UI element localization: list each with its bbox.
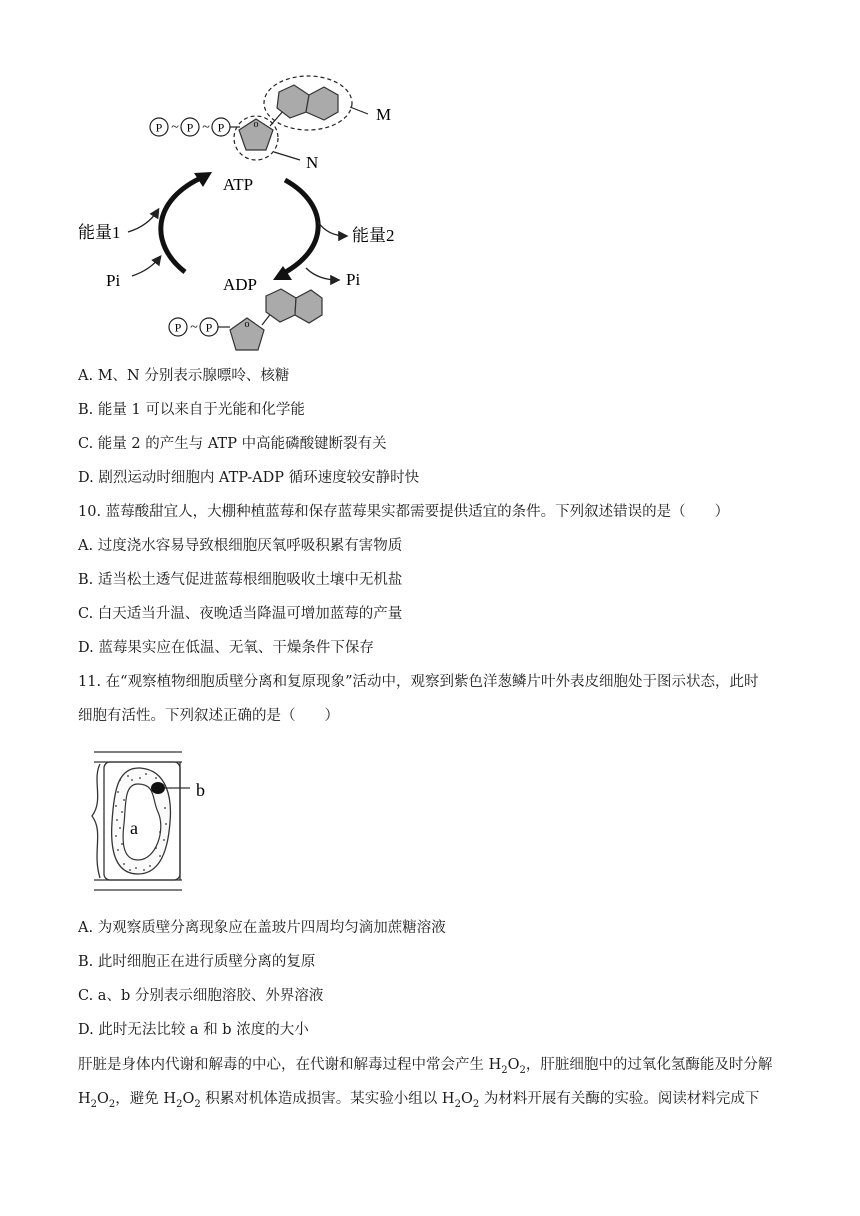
plasmolysis-cell-figure — [70, 740, 310, 900]
adenine-ring-icon — [306, 87, 338, 120]
label-ADP: ADP — [222, 275, 258, 294]
bond-label: ~ — [202, 120, 210, 135]
q10-option-a: A. 过度浇水容易导致根细胞厌氧呼吸积累有害物质 — [78, 538, 403, 554]
passage-text: O — [507, 1057, 520, 1073]
bond-label: ~ — [190, 320, 198, 335]
energy2-arrow — [318, 222, 346, 236]
label-pi-in: Pi — [106, 271, 121, 290]
q11-option-a: A. 为观察质壁分离现象应在盖玻片四周均匀滴加蔗糖溶液 — [78, 920, 446, 936]
subscript: 2 — [108, 1098, 116, 1110]
reading-passage — [78, 1048, 783, 1116]
label-M: M — [376, 105, 392, 124]
phosphate-label: P — [155, 120, 163, 135]
label-pi-out: Pi — [346, 270, 361, 289]
hydrolysis-arrow — [280, 180, 318, 275]
q11-option-c: C. a、b 分别表示细胞溶胶、外界溶液 — [78, 988, 324, 1004]
q9-option-b: B. 能量 1 可以来自于光能和化学能 — [78, 402, 305, 418]
subscript: 2 — [454, 1098, 461, 1110]
q11-option-d: D. 此时无法比较 a 和 b 浓度的大小 — [78, 1022, 309, 1038]
label-b: b — [196, 780, 205, 800]
pi-out-arrow — [306, 268, 338, 280]
phosphate-label: P — [217, 120, 225, 135]
q9-option-c: C. 能量 2 的产生与 ATP 中高能磷酸键断裂有关 — [78, 436, 387, 452]
passage-text: 积累对机体造成损害。某实验小组以 H — [200, 1091, 455, 1107]
q11-stem-line2: 细胞有活性。下列叙述正确的是（ ） — [78, 708, 339, 724]
ribose-oxygen-label: o — [253, 119, 259, 130]
subscript: 2 — [519, 1064, 526, 1076]
passage-text: O — [182, 1091, 195, 1107]
atp-adp-cycle-figure — [0, 0, 860, 360]
subscript: 2 — [176, 1098, 183, 1110]
subscript: 2 — [501, 1064, 508, 1076]
passage-text: ，肝脏细胞中的过氧化氢酶能及时分解 H — [78, 1057, 773, 1107]
subscript: 2 — [194, 1098, 201, 1110]
q11-option-b: B. 此时细胞正在进行质壁分离的复原 — [78, 954, 316, 970]
subscript: 2 — [90, 1098, 98, 1110]
energy1-arrow — [128, 210, 158, 232]
passage-text: ，避免 H — [115, 1091, 177, 1107]
passage-text: 肝脏是身体内代谢和解毒的中心，在代谢和解毒过程中常会产生 H — [78, 1057, 502, 1073]
synthesis-arrow — [161, 176, 205, 272]
phosphate-label: P — [186, 120, 194, 135]
label-energy2: 能量2 — [352, 226, 395, 245]
label-a: a — [130, 818, 138, 838]
adenine-base-icon — [266, 289, 296, 322]
passage-text: O — [460, 1091, 473, 1107]
adenine-ring-icon — [295, 290, 322, 323]
phosphate-label: P — [174, 320, 182, 335]
q9-option-d: D. 剧烈运动时细胞内 ATP-ADP 循环速度较安静时快 — [78, 470, 420, 486]
q11-stem-line1: 11. 在“观察植物细胞质壁分离和复原现象”活动中，观察到紫色洋葱鳞片叶外表皮细胞处于图示状态，此时 — [78, 674, 759, 690]
q10-stem: 10. 蓝莓酸甜宜人，大棚种植蓝莓和保存蓝莓果实都需要提供适宜的条件。下列叙述错误的是（ ） — [78, 504, 730, 520]
label-ATP: ATP — [222, 175, 254, 194]
adp-molecule — [169, 289, 322, 350]
phosphate-label: P — [205, 320, 213, 335]
subscript: 2 — [472, 1098, 480, 1110]
ribose-oxygen-label: o — [244, 319, 250, 330]
passage-text: 为材料开展有关酶的实验。阅读材料完成下 — [479, 1091, 760, 1107]
passage-text: O — [97, 1091, 109, 1107]
q10-option-d: D. 蓝莓果实应在低温、无氧、干燥条件下保存 — [78, 640, 374, 656]
pi-in-arrow — [132, 257, 160, 276]
atp-molecule — [150, 76, 391, 172]
q9-option-a: A. M、N 分别表示腺嘌呤、核糖 — [78, 368, 290, 384]
q10-option-c: C. 白天适当升温、夜晚适当降温可增加蓝莓的产量 — [78, 606, 403, 622]
label-N: N — [306, 153, 319, 172]
bond-label: ~ — [171, 120, 179, 135]
q10-option-b: B. 适当松土透气促进蓝莓根细胞吸收土壤中无机盐 — [78, 572, 403, 588]
label-energy1: 能量1 — [78, 223, 121, 242]
nucleus-b — [151, 782, 165, 794]
